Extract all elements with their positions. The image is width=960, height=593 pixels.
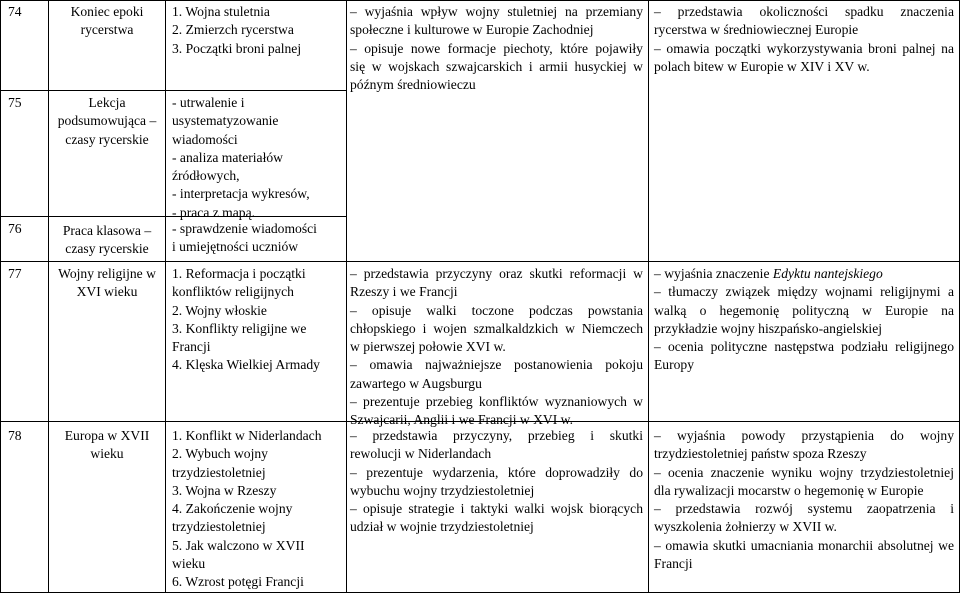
requirement-line — [350, 76, 643, 94]
requirement-line — [350, 338, 643, 356]
lesson-number: 74 — [8, 4, 22, 19]
requirement-text: dla rywalizacji mocarstw o hegemonię w Europie — [654, 482, 924, 498]
requirement-italic-text: Edyktu nantejskiego — [772, 266, 883, 281]
content-line: 6. Wzrost potęgi Francji — [172, 574, 304, 590]
requirement-text: wyjaśnia wpływ wojny stuletniej na przemiany — [364, 4, 643, 19]
requirement-line — [654, 482, 954, 500]
lesson-content — [172, 220, 317, 257]
topic-line: XVI wieku — [76, 284, 138, 300]
content-line: 5. Jak walczono w XVII — [172, 537, 305, 553]
requirement-text: ocenia znaczenie wyniku wojny trzydziestoletniej — [667, 464, 954, 480]
requirement-line — [350, 375, 643, 393]
requirement-line — [654, 21, 954, 39]
requirement-text: opisuje nowe formacje piechoty, które pojawiły — [364, 40, 643, 56]
extended-requirements — [654, 427, 954, 573]
lesson-content — [172, 3, 301, 58]
content-line: - utrwalenie i — [172, 95, 245, 110]
topic-line: czasy rycerskie — [65, 241, 149, 257]
content-line: 3. Konflikty religijne we — [172, 320, 307, 336]
content-line: 1. Wojna stuletnia — [172, 4, 270, 19]
requirement-text: rycerstwa w średniowiecznej Europie — [654, 22, 859, 38]
content-line: 2. Wybuch wojny — [172, 446, 268, 462]
requirement-text: omawia początki wykorzystywania broni palnej na — [666, 40, 954, 56]
lesson-topic — [49, 94, 165, 149]
requirement-line — [350, 3, 643, 21]
requirement-line — [654, 427, 954, 445]
topic-line: Koniec epoki — [70, 4, 144, 19]
content-line: 1. Reformacja i początki — [172, 266, 306, 281]
requirement-line — [654, 356, 954, 374]
lesson-number: 75 — [8, 95, 22, 110]
content-line: 4. Klęska Wielkiej Armady — [172, 357, 320, 373]
requirement-line — [350, 302, 643, 320]
table-border-top — [0, 0, 960, 1]
content-line: 2. Zmierzch rycerstwa — [172, 22, 294, 38]
requirement-line — [350, 464, 643, 482]
content-line: 3. Wojna w Rzeszy — [172, 482, 277, 498]
requirement-line — [350, 518, 643, 536]
dash-bullet: – — [654, 464, 661, 480]
dash-bullet: – — [350, 40, 357, 56]
requirement-text: ocenia polityczne następstwa podziału religijnego — [667, 339, 954, 355]
requirement-line — [654, 302, 954, 320]
dash-bullet: – — [654, 266, 661, 281]
requirement-line — [350, 427, 643, 445]
dash-bullet: – — [654, 428, 661, 443]
requirement-text: przedstawia przyczyny, przebieg i skutki — [372, 428, 643, 443]
extended-requirements — [654, 3, 954, 76]
requirement-text: wyjaśnia znaczenie — [664, 266, 773, 281]
requirement-text: Francji — [654, 556, 693, 572]
topic-line: rycerstwa — [80, 22, 134, 38]
requirement-line — [350, 356, 643, 374]
requirement-text: wyszkolenia żołnierzy w XVII w. — [654, 519, 837, 535]
dash-bullet: – — [350, 266, 357, 281]
lesson-content — [172, 427, 322, 592]
requirement-text: walką o hegemonię polityczną w Europie na — [654, 302, 954, 318]
requirement-line — [350, 482, 643, 500]
row-divider — [0, 90, 346, 91]
content-line: 2. Wojny włoskie — [172, 302, 267, 318]
requirement-line — [350, 265, 643, 283]
dash-bullet: – — [654, 339, 661, 355]
topic-line: czasy rycerskie — [65, 131, 149, 147]
content-line: 3. Początki broni palnej — [172, 40, 302, 56]
topic-line: Lekcja — [88, 95, 126, 110]
dash-bullet: – — [350, 501, 357, 517]
requirement-text: się w wojskach szwajcarskich i armii husyckiej w — [350, 58, 643, 74]
requirement-line — [350, 320, 643, 338]
content-line: - analiza materiałów — [172, 149, 283, 165]
col-divider — [648, 0, 649, 593]
requirement-line — [654, 500, 954, 518]
lesson-topic — [49, 265, 165, 302]
topic-line: Europa w XVII — [64, 428, 150, 443]
requirement-line — [654, 537, 954, 555]
requirement-line — [654, 464, 954, 482]
content-line: konfliktów religijnych — [172, 284, 294, 300]
requirement-line — [654, 555, 954, 573]
content-line: wiadomości — [172, 131, 238, 147]
requirement-text: trzydziestoletniej państw spoza Rzeszy — [654, 446, 867, 462]
lesson-number: 78 — [8, 428, 22, 443]
requirement-text: prezentuje przebieg konfliktów wyznaniowych w — [363, 394, 644, 410]
content-line: 1. Konflikt w Niderlandach — [172, 428, 322, 443]
requirement-line — [350, 393, 643, 411]
content-line: Francji — [172, 339, 211, 355]
row-divider — [0, 261, 960, 262]
content-line: - praca z mapą. — [172, 204, 256, 220]
lesson-content — [172, 265, 320, 375]
content-line: źródłowych, — [172, 168, 240, 184]
basic-requirements — [350, 427, 643, 537]
dash-bullet: – — [350, 357, 357, 373]
requirement-text: późnym średniowieczu — [350, 77, 476, 93]
lesson-content — [172, 94, 310, 222]
requirement-line — [350, 58, 643, 76]
content-line: trzydziestoletniej — [172, 519, 266, 535]
requirement-text: opisuje walki toczone podczas powstania — [371, 302, 644, 318]
requirement-text: tłumaczy związek między wojnami religijnymi a — [668, 284, 954, 300]
topic-line: podsumowująca – — [57, 113, 157, 129]
requirement-text: przedstawia rozwój systemu zaopatrzenia i — [675, 501, 955, 517]
content-line: - sprawdzenie wiadomości — [172, 221, 317, 236]
requirement-line — [350, 445, 643, 463]
dash-bullet: – — [654, 501, 661, 517]
requirement-text: omawia skutki umacniania monarchii absolutnej we — [665, 537, 954, 553]
dash-bullet: – — [350, 394, 357, 410]
requirement-line — [654, 338, 954, 356]
topic-line: Wojny religijne w — [58, 266, 156, 281]
requirement-text: prezentuje wydarzenia, które doprowadziły do — [366, 464, 644, 480]
requirement-text: przykładzie wojny hiszpańsko-angielskiej — [654, 320, 883, 336]
lesson-topic — [49, 427, 165, 464]
requirement-text: omawia najważniejsze postanowienia pokoju — [369, 357, 643, 373]
requirement-text: przedstawia okoliczności spadku znaczenia — [677, 4, 954, 19]
content-line: - interpretacja wykresów, — [172, 186, 310, 202]
requirement-line — [350, 40, 643, 58]
requirement-text: zawartego w Augsburgu — [350, 375, 482, 391]
requirement-line — [350, 283, 643, 301]
requirement-text: Rzeszy i we Francji — [350, 284, 458, 300]
content-line: i umiejętności uczniów — [172, 239, 299, 255]
content-line: trzydziestoletniej — [172, 464, 266, 480]
dash-bullet: – — [654, 284, 661, 300]
content-line: wieku — [172, 556, 206, 572]
col-divider — [0, 0, 1, 593]
requirement-line — [350, 21, 643, 39]
lesson-topic — [49, 222, 165, 259]
content-line: 4. Zakończenie wojny — [172, 501, 293, 517]
dash-bullet: – — [654, 4, 661, 19]
requirement-line — [654, 445, 954, 463]
dash-bullet: – — [350, 464, 357, 480]
requirement-text: społeczne i kulturowe w Europie Zachodniej — [350, 22, 594, 38]
requirement-line — [654, 265, 954, 283]
basic-requirements — [350, 265, 643, 430]
requirement-text: wyjaśnia powody przystąpienia do wojny — [677, 428, 955, 443]
basic-requirements — [350, 3, 643, 94]
requirement-line — [654, 3, 954, 21]
requirement-text: udział w wojnie trzydziestoletniej — [350, 519, 534, 535]
topic-line: Praca klasowa – — [62, 223, 152, 238]
dash-bullet: – — [350, 428, 357, 443]
lesson-topic — [49, 3, 165, 40]
topic-line: wieku — [90, 446, 124, 462]
requirement-text: przedstawia przyczyny oraz skutki reformacji w — [363, 266, 643, 281]
requirement-line — [654, 518, 954, 536]
requirement-text: Szwajcarii, Anglii i we Francji w XVI w. — [350, 412, 573, 428]
lesson-number: 77 — [8, 266, 22, 281]
lesson-number: 76 — [8, 221, 22, 236]
dash-bullet: – — [654, 40, 661, 56]
requirement-text: rewolucji w Niderlandach — [350, 446, 492, 462]
requirement-line — [654, 320, 954, 338]
requirement-text: w pierwszej połowie XVI w. — [350, 339, 506, 355]
requirement-text: Europy — [654, 357, 695, 373]
dash-bullet: – — [350, 302, 357, 318]
requirement-line — [654, 58, 954, 76]
requirement-text: opisuje strategie i taktyki walki wojsk biorących — [362, 501, 643, 517]
requirement-line — [350, 500, 643, 518]
requirement-text: chłopskiego i wojen szmalkaldzkich w Niemczech — [350, 320, 643, 336]
col-divider — [346, 0, 347, 593]
content-line: usystematyzowanie — [172, 113, 279, 129]
requirement-text: polach bitew w Europie w XIV i XV w. — [654, 58, 870, 74]
col-divider — [165, 0, 166, 593]
extended-requirements — [654, 265, 954, 375]
requirement-line — [654, 40, 954, 58]
dash-bullet: – — [350, 4, 357, 19]
requirement-line — [654, 283, 954, 301]
requirement-text: wybuchu wojny trzydziestoletniej — [350, 482, 535, 498]
dash-bullet: – — [654, 537, 661, 553]
